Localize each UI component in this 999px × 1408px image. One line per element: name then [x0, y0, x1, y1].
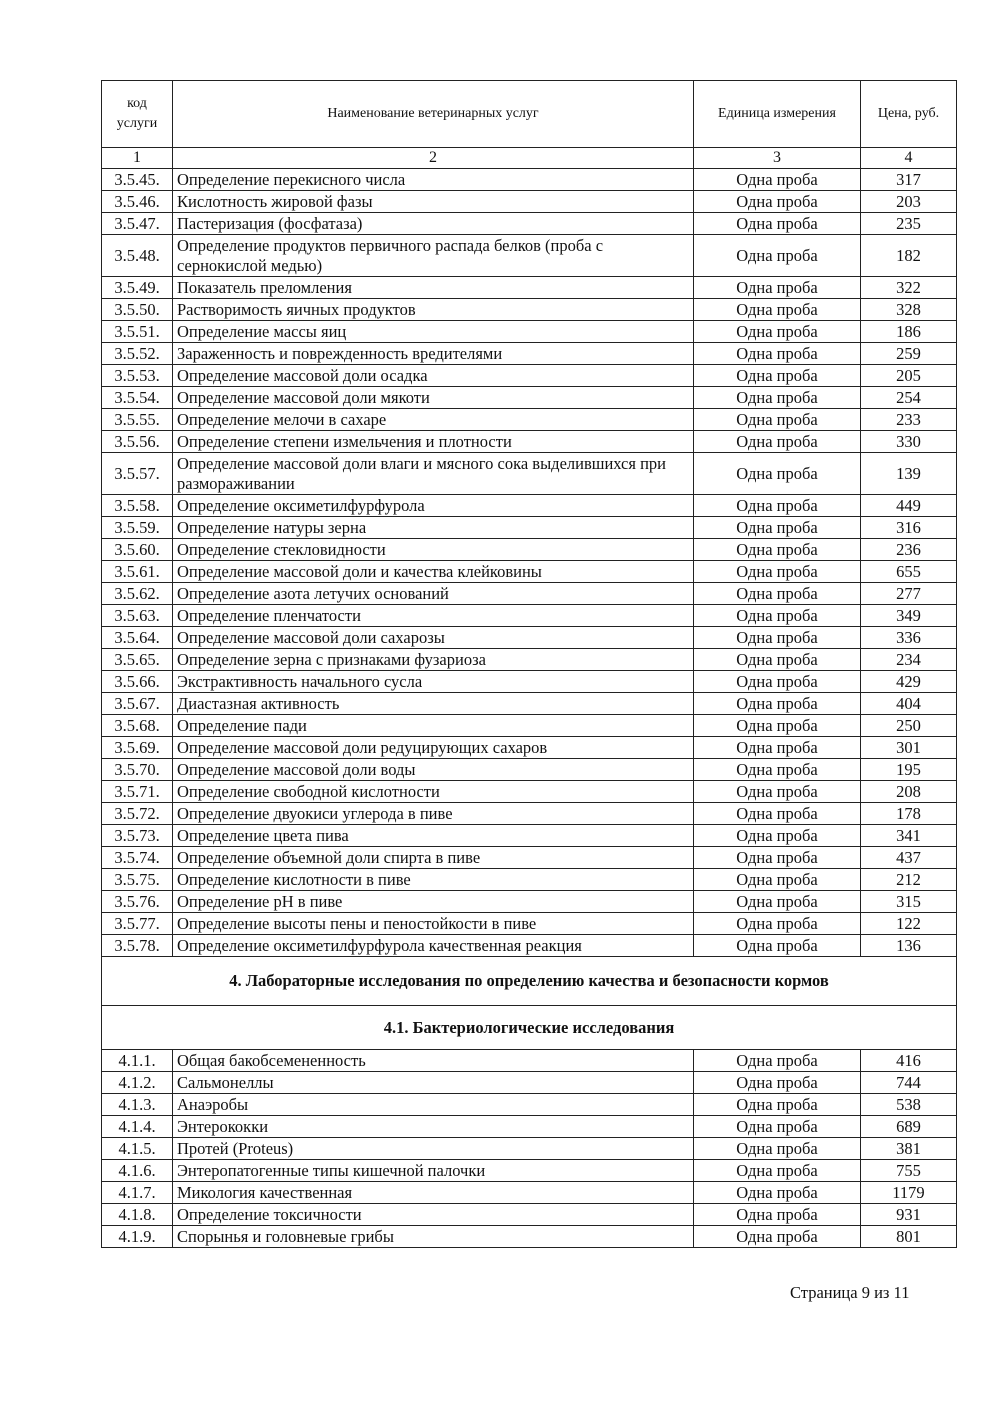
row-name: Общая бакобсемененность [173, 1050, 694, 1072]
row-name: Микология качественная [173, 1182, 694, 1204]
row-name: Определение натуры зерна [173, 517, 694, 539]
row-code: 4.1.1. [102, 1050, 173, 1072]
row-name: Спорынья и головневые грибы [173, 1226, 694, 1248]
row-code: 3.5.58. [102, 495, 173, 517]
row-price: 689 [861, 1116, 957, 1138]
row-unit: Одна проба [694, 1182, 861, 1204]
row-name: Растворимость яичных продуктов [173, 299, 694, 321]
table-row [102, 539, 957, 561]
row-price: 208 [861, 781, 957, 803]
row-unit: Одна проба [694, 891, 861, 913]
row-price: 404 [861, 693, 957, 715]
table-row [102, 671, 957, 693]
row-price: 1179 [861, 1182, 957, 1204]
row-code: 3.5.75. [102, 869, 173, 891]
row-unit: Одна проба [694, 935, 861, 957]
row-code: 4.1.5. [102, 1138, 173, 1160]
table-row [102, 235, 957, 277]
row-unit: Одна проба [694, 913, 861, 935]
row-unit: Одна проба [694, 539, 861, 561]
row-price: 316 [861, 517, 957, 539]
table-row [102, 583, 957, 605]
row-unit: Одна проба [694, 803, 861, 825]
row-unit: Одна проба [694, 453, 861, 495]
row-code: 3.5.54. [102, 387, 173, 409]
row-code: 3.5.64. [102, 627, 173, 649]
row-price: 236 [861, 539, 957, 561]
row-code: 3.5.65. [102, 649, 173, 671]
row-price: 277 [861, 583, 957, 605]
column-number: 2 [173, 148, 694, 169]
row-code: 3.5.71. [102, 781, 173, 803]
row-code: 3.5.68. [102, 715, 173, 737]
header-unit: Единица измерения [694, 81, 861, 148]
table-row [102, 277, 957, 299]
table-row [102, 1116, 957, 1138]
row-unit: Одна проба [694, 847, 861, 869]
row-code: 3.5.66. [102, 671, 173, 693]
row-unit: Одна проба [694, 825, 861, 847]
row-code: 3.5.78. [102, 935, 173, 957]
row-unit: Одна проба [694, 759, 861, 781]
row-name: Энтеропатогенные типы кишечной палочки [173, 1160, 694, 1182]
table-row [102, 605, 957, 627]
row-unit: Одна проба [694, 517, 861, 539]
header-price: Цена, руб. [861, 81, 957, 148]
row-price: 931 [861, 1204, 957, 1226]
table-row [102, 891, 957, 913]
row-name: Определение продуктов первичного распада белков (проба с сернокислой медью) [173, 235, 694, 277]
header-name: Наименование ветеринарных услуг [173, 81, 694, 148]
row-code: 4.1.2. [102, 1072, 173, 1094]
row-price: 538 [861, 1094, 957, 1116]
row-name: Определение двуокиси углерода в пиве [173, 803, 694, 825]
row-price: 122 [861, 913, 957, 935]
row-price: 259 [861, 343, 957, 365]
row-unit: Одна проба [694, 235, 861, 277]
table-row [102, 803, 957, 825]
row-code: 3.5.50. [102, 299, 173, 321]
row-unit: Одна проба [694, 365, 861, 387]
table-row [102, 495, 957, 517]
row-code: 4.1.6. [102, 1160, 173, 1182]
row-price: 250 [861, 715, 957, 737]
row-price: 655 [861, 561, 957, 583]
row-name: Определение массовой доли редуцирующих сахаров [173, 737, 694, 759]
row-code: 3.5.56. [102, 431, 173, 453]
subsection-title: 4.1. Бактериологические исследования [102, 1006, 957, 1050]
row-price: 139 [861, 453, 957, 495]
row-unit: Одна проба [694, 495, 861, 517]
row-unit: Одна проба [694, 1160, 861, 1182]
table-row [102, 627, 957, 649]
row-unit: Одна проба [694, 627, 861, 649]
row-price: 186 [861, 321, 957, 343]
price-table [101, 80, 957, 1248]
row-code: 3.5.60. [102, 539, 173, 561]
row-price: 429 [861, 671, 957, 693]
row-name: Определение оксиметилфурфурола качественная реакция [173, 935, 694, 957]
row-name: Определение пади [173, 715, 694, 737]
table-row [102, 649, 957, 671]
row-code: 3.5.77. [102, 913, 173, 935]
row-unit: Одна проба [694, 715, 861, 737]
row-code: 3.5.61. [102, 561, 173, 583]
row-name: Показатель преломления [173, 277, 694, 299]
row-name: Определение токсичности [173, 1204, 694, 1226]
column-number: 4 [861, 148, 957, 169]
row-name: Определение кислотности в пиве [173, 869, 694, 891]
row-price: 178 [861, 803, 957, 825]
row-name: Определение цвета пива [173, 825, 694, 847]
row-price: 437 [861, 847, 957, 869]
row-unit: Одна проба [694, 387, 861, 409]
row-price: 801 [861, 1226, 957, 1248]
row-price: 233 [861, 409, 957, 431]
table-row [102, 1226, 957, 1248]
row-code: 3.5.69. [102, 737, 173, 759]
row-name: Определение свободной кислотности [173, 781, 694, 803]
row-name: Определение перекисного числа [173, 169, 694, 191]
row-name: Определение стекловидности [173, 539, 694, 561]
table-row [102, 561, 957, 583]
table-row [102, 935, 957, 957]
row-unit: Одна проба [694, 869, 861, 891]
row-name: Анаэробы [173, 1094, 694, 1116]
row-name: Диастазная активность [173, 693, 694, 715]
table-row [102, 387, 957, 409]
row-name: Определение степени измельчения и плотности [173, 431, 694, 453]
row-unit: Одна проба [694, 671, 861, 693]
row-unit: Одна проба [694, 1204, 861, 1226]
row-code: 3.5.74. [102, 847, 173, 869]
table-row [102, 453, 957, 495]
row-price: 301 [861, 737, 957, 759]
table-row [102, 1050, 957, 1072]
row-code: 3.5.45. [102, 169, 173, 191]
row-unit: Одна проба [694, 321, 861, 343]
row-code: 3.5.48. [102, 235, 173, 277]
row-code: 3.5.49. [102, 277, 173, 299]
row-unit: Одна проба [694, 191, 861, 213]
row-price: 381 [861, 1138, 957, 1160]
table-row [102, 715, 957, 737]
table-body [102, 81, 957, 1248]
row-price: 195 [861, 759, 957, 781]
row-name: Протей (Proteus) [173, 1138, 694, 1160]
row-code: 3.5.51. [102, 321, 173, 343]
row-code: 4.1.4. [102, 1116, 173, 1138]
table-row [102, 1182, 957, 1204]
subsection-row [102, 1006, 957, 1050]
row-name: Определение массовой доли мякоти [173, 387, 694, 409]
table-row [102, 693, 957, 715]
row-code: 3.5.70. [102, 759, 173, 781]
row-unit: Одна проба [694, 277, 861, 299]
row-name: Определение высоты пены и пеностойкости в пиве [173, 913, 694, 935]
row-price: 182 [861, 235, 957, 277]
row-unit: Одна проба [694, 693, 861, 715]
table-row [102, 343, 957, 365]
row-unit: Одна проба [694, 781, 861, 803]
row-price: 330 [861, 431, 957, 453]
row-price: 212 [861, 869, 957, 891]
row-price: 317 [861, 169, 957, 191]
table-row [102, 409, 957, 431]
table-row [102, 213, 957, 235]
row-price: 349 [861, 605, 957, 627]
table-row [102, 169, 957, 191]
header-code: код услуги [102, 81, 173, 148]
table-row [102, 737, 957, 759]
row-price: 205 [861, 365, 957, 387]
row-unit: Одна проба [694, 737, 861, 759]
row-name: Определение пленчатости [173, 605, 694, 627]
row-name: Сальмонеллы [173, 1072, 694, 1094]
table-row [102, 517, 957, 539]
table-row [102, 759, 957, 781]
row-code: 3.5.47. [102, 213, 173, 235]
row-unit: Одна проба [694, 1050, 861, 1072]
row-unit: Одна проба [694, 605, 861, 627]
row-code: 3.5.62. [102, 583, 173, 605]
row-price: 416 [861, 1050, 957, 1072]
row-name: Определение массовой доли воды [173, 759, 694, 781]
row-price: 744 [861, 1072, 957, 1094]
row-code: 3.5.67. [102, 693, 173, 715]
row-price: 449 [861, 495, 957, 517]
row-name: Зараженность и поврежденность вредителями [173, 343, 694, 365]
row-code: 3.5.53. [102, 365, 173, 387]
row-unit: Одна проба [694, 1072, 861, 1094]
row-price: 254 [861, 387, 957, 409]
row-name: Определение зерна с признаками фузариоза [173, 649, 694, 671]
row-name: Определение массовой доли и качества клейковины [173, 561, 694, 583]
row-name: Определение pH в пиве [173, 891, 694, 913]
row-code: 3.5.55. [102, 409, 173, 431]
row-unit: Одна проба [694, 169, 861, 191]
table-row [102, 1072, 957, 1094]
row-unit: Одна проба [694, 1094, 861, 1116]
row-name: Определение объемной доли спирта в пиве [173, 847, 694, 869]
row-price: 322 [861, 277, 957, 299]
row-name: Определение массовой доли осадка [173, 365, 694, 387]
row-unit: Одна проба [694, 431, 861, 453]
row-unit: Одна проба [694, 343, 861, 365]
table-row [102, 847, 957, 869]
section-title: 4. Лабораторные исследования по определению качества и безопасности кормов [102, 957, 957, 1006]
row-code: 3.5.46. [102, 191, 173, 213]
row-unit: Одна проба [694, 561, 861, 583]
column-number-row [102, 148, 957, 169]
row-name: Экстрактивность начального сусла [173, 671, 694, 693]
table-row [102, 299, 957, 321]
table-row [102, 781, 957, 803]
table-row [102, 431, 957, 453]
row-price: 203 [861, 191, 957, 213]
row-unit: Одна проба [694, 1116, 861, 1138]
row-name: Кислотность жировой фазы [173, 191, 694, 213]
table-row [102, 825, 957, 847]
row-price: 341 [861, 825, 957, 847]
row-price: 315 [861, 891, 957, 913]
row-code: 3.5.57. [102, 453, 173, 495]
row-unit: Одна проба [694, 1138, 861, 1160]
column-number: 1 [102, 148, 173, 169]
row-price: 336 [861, 627, 957, 649]
row-name: Определение массовой доли сахарозы [173, 627, 694, 649]
row-unit: Одна проба [694, 1226, 861, 1248]
row-code: 3.5.73. [102, 825, 173, 847]
row-code: 4.1.7. [102, 1182, 173, 1204]
row-unit: Одна проба [694, 583, 861, 605]
table-row [102, 1160, 957, 1182]
table-row [102, 869, 957, 891]
row-code: 3.5.72. [102, 803, 173, 825]
row-code: 4.1.9. [102, 1226, 173, 1248]
row-name: Определение массовой доли влаги и мясного сока выделившихся при размораживании [173, 453, 694, 495]
table-row [102, 1094, 957, 1116]
table-row [102, 1138, 957, 1160]
page-number: Страница 9 из 11 [790, 1283, 910, 1302]
row-code: 3.5.76. [102, 891, 173, 913]
row-code: 3.5.63. [102, 605, 173, 627]
table-row [102, 913, 957, 935]
row-name: Определение массы яиц [173, 321, 694, 343]
row-name: Энтерококки [173, 1116, 694, 1138]
table-row [102, 365, 957, 387]
row-price: 755 [861, 1160, 957, 1182]
row-unit: Одна проба [694, 409, 861, 431]
table-row [102, 191, 957, 213]
section-row [102, 957, 957, 1006]
row-unit: Одна проба [694, 649, 861, 671]
row-price: 328 [861, 299, 957, 321]
row-unit: Одна проба [694, 213, 861, 235]
row-price: 234 [861, 649, 957, 671]
header-row [102, 81, 957, 148]
row-name: Определение оксиметилфурфурола [173, 495, 694, 517]
row-price: 235 [861, 213, 957, 235]
table-row [102, 321, 957, 343]
row-code: 4.1.8. [102, 1204, 173, 1226]
table-row [102, 1204, 957, 1226]
row-unit: Одна проба [694, 299, 861, 321]
column-number: 3 [694, 148, 861, 169]
row-code: 3.5.52. [102, 343, 173, 365]
row-code: 4.1.3. [102, 1094, 173, 1116]
row-name: Определение мелочи в сахаре [173, 409, 694, 431]
row-price: 136 [861, 935, 957, 957]
row-name: Пастеризация (фосфатаза) [173, 213, 694, 235]
row-name: Определение азота летучих оснований [173, 583, 694, 605]
row-code: 3.5.59. [102, 517, 173, 539]
